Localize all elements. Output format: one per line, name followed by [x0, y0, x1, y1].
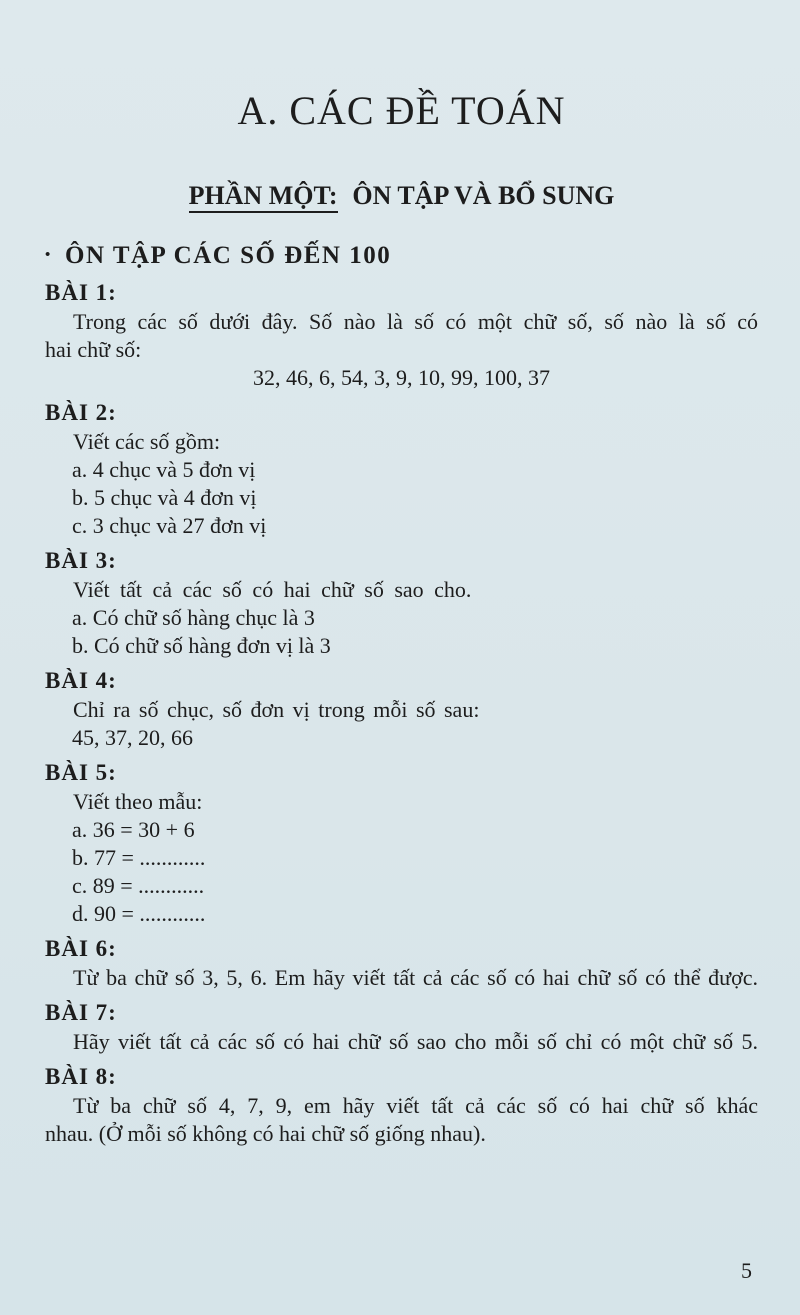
problem-text-line: Từ ba chữ số 3, 5, 6. Em hãy viết tất cả các số có hai chữ số có thể được.	[73, 965, 758, 990]
problem-label: BÀI 5:	[45, 760, 117, 785]
problem-label: BÀI 1:	[45, 280, 117, 305]
problem-bai-5	[45, 758, 758, 928]
section-heading	[45, 239, 758, 272]
problem-text-line: Hãy viết tất cả các số có hai chữ số sao cho mỗi số chỉ có một chữ số 5.	[73, 1029, 758, 1054]
problem-bai-2	[45, 398, 758, 540]
problem-label: BÀI 3:	[45, 548, 117, 573]
problem-label: BÀI 6:	[45, 936, 117, 961]
problem-text-line: nhau. (Ở mỗi số không có hai chữ số giống nhau).	[45, 1121, 486, 1146]
problem-label: BÀI 8:	[45, 1064, 117, 1089]
problem-item: a. 4 chục và 5 đơn vị	[72, 457, 256, 482]
problem-item: a. 36 = 30 + 6	[72, 817, 195, 842]
problem-text-line: Từ ba chữ số 4, 7, 9, em hãy viết tất cả các số có hai chữ số khác	[73, 1093, 758, 1118]
problem-item: c. 89 = ............	[72, 873, 205, 898]
problem-intro: Viết theo mẫu:	[73, 789, 203, 814]
part-heading-number: PHẦN MỘT:	[189, 181, 338, 213]
textbook-page-content	[0, 85, 800, 1148]
section-heading-text: ÔN TẬP CÁC SỐ ĐẾN 100	[65, 242, 392, 269]
problem-bai-6	[45, 934, 758, 992]
problem-text-line: hai chữ số:	[45, 337, 142, 362]
problem-intro: Chỉ ra số chục, số đơn vị trong mỗi số sau:	[73, 697, 480, 722]
problem-bai-8	[45, 1062, 758, 1148]
page-title: A. CÁC ĐỀ TOÁN	[237, 88, 566, 133]
problem-bai-1	[45, 278, 758, 392]
problem-label: BÀI 7:	[45, 1000, 117, 1025]
problem-bai-3	[45, 546, 758, 660]
problem-bai-7	[45, 998, 758, 1056]
part-heading-text: ÔN TẬP VÀ BỔ SUNG	[352, 181, 615, 210]
bullet-icon: •	[45, 247, 51, 263]
problem-item: b. 5 chục và 4 đơn vị	[72, 485, 257, 510]
problem-numbers: 45, 37, 20, 66	[72, 725, 193, 750]
problem-item: d. 90 = ............	[72, 901, 206, 926]
problem-label: BÀI 2:	[45, 400, 117, 425]
problem-item: a. Có chữ số hàng chục là 3	[72, 605, 315, 630]
problem-intro: Viết tất cả các số có hai chữ số sao cho.	[73, 577, 472, 602]
scanned-page	[0, 85, 800, 1315]
part-heading	[45, 179, 758, 213]
problem-item: b. Có chữ số hàng đơn vị là 3	[72, 633, 331, 658]
page-number: 5	[741, 1258, 752, 1283]
problem-bai-4	[45, 666, 758, 752]
problem-intro: Viết các số gồm:	[73, 429, 221, 454]
problem-item: b. 77 = ............	[72, 845, 206, 870]
problem-item: c. 3 chục và 27 đơn vị	[72, 513, 267, 538]
problem-label: BÀI 4:	[45, 668, 117, 693]
problem-text-line: Trong các số dưới đây. Số nào là số có một chữ số, số nào là số có	[73, 309, 758, 334]
problem-numbers: 32, 46, 6, 54, 3, 9, 10, 99, 100, 37	[253, 365, 550, 390]
